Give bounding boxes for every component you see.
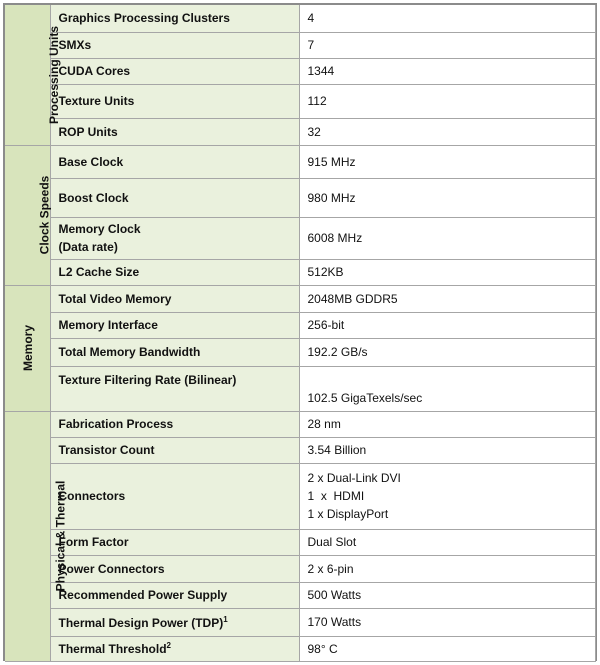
table-row	[5, 437, 595, 463]
connector-line: 1 x DisplayPort	[307, 507, 389, 521]
connector-line: 2 x Dual-Link DVI	[307, 471, 401, 485]
row-label: Graphics Processing Clusters	[50, 5, 299, 32]
row-value: 500 Watts	[299, 582, 595, 608]
table-row	[5, 411, 595, 437]
row-label: Boost Clock	[50, 178, 299, 217]
row-label	[50, 608, 299, 636]
section-label: Physical & Thermal	[53, 480, 68, 592]
section-clock-speeds	[5, 145, 50, 285]
row-label: Memory Interface	[50, 312, 299, 338]
table-row	[5, 608, 595, 636]
row-label: Connectors	[50, 463, 299, 529]
table-row	[5, 529, 595, 555]
row-label: CUDA Cores	[50, 58, 299, 84]
row-value: 256-bit	[299, 312, 595, 338]
table-row	[5, 145, 595, 178]
row-label: Form Factor	[50, 529, 299, 555]
gpu-spec-table	[5, 5, 596, 662]
row-value	[299, 463, 595, 529]
table-row	[5, 84, 595, 118]
spec-table-frame	[3, 3, 597, 661]
row-label-line: Memory Clock	[58, 222, 141, 236]
row-value: 1344	[299, 58, 595, 84]
row-value: 2 x 6-pin	[299, 555, 595, 582]
row-value: 980 MHz	[299, 178, 595, 217]
row-value: 32	[299, 118, 595, 145]
row-label: Base Clock	[50, 145, 299, 178]
row-label: Total Memory Bandwidth	[50, 338, 299, 366]
row-label-text: Thermal Threshold	[58, 642, 167, 656]
table-row	[5, 463, 595, 529]
row-value: 102.5 GigaTexels/sec	[299, 366, 595, 411]
section-label: Processing Units	[47, 25, 62, 124]
row-value: 3.54 Billion	[299, 437, 595, 463]
section-physical-thermal	[5, 411, 68, 661]
section-label: Memory	[21, 324, 36, 372]
table-row	[5, 366, 595, 411]
footnote-marker: 1	[223, 614, 228, 624]
table-row	[5, 58, 595, 84]
row-value: 112	[299, 84, 595, 118]
row-label: Fabrication Process	[50, 411, 299, 437]
row-label: Texture Units	[50, 84, 299, 118]
row-label: SMXs	[50, 32, 299, 58]
section-label: Clock Speeds	[37, 175, 52, 255]
row-value: 915 MHz	[299, 145, 595, 178]
row-value: 192.2 GB/s	[299, 338, 595, 366]
row-label: Power Connectors	[50, 555, 299, 582]
row-value: 98° C	[299, 636, 595, 661]
row-label-line: (Data rate)	[58, 240, 118, 254]
table-row	[5, 582, 595, 608]
row-value: 2048MB GDDR5	[299, 285, 595, 312]
row-label: Recommended Power Supply	[50, 582, 299, 608]
row-value: 170 Watts	[299, 608, 595, 636]
table-row	[5, 5, 595, 32]
row-value: Dual Slot	[299, 529, 595, 555]
row-label	[50, 636, 299, 661]
table-row	[5, 118, 595, 145]
row-label-text: Thermal Design Power (TDP)	[58, 615, 224, 630]
row-value: 7	[299, 32, 595, 58]
section-processing-units	[5, 5, 62, 145]
row-value: 512KB	[299, 259, 595, 285]
row-value: 6008 MHz	[299, 217, 595, 259]
table-row	[5, 178, 595, 217]
footnote-marker: 2	[166, 641, 171, 650]
row-label: ROP Units	[50, 118, 299, 145]
table-row	[5, 217, 595, 259]
table-row	[5, 636, 595, 661]
table-row	[5, 312, 595, 338]
table-row	[5, 259, 595, 285]
section-memory	[5, 285, 50, 411]
table-row	[5, 285, 595, 312]
row-label: Texture Filtering Rate (Bilinear)	[50, 366, 299, 411]
connector-line: 1 x HDMI	[307, 489, 365, 503]
table-row	[5, 32, 595, 58]
row-value: 4	[299, 5, 595, 32]
row-value: 28 nm	[299, 411, 595, 437]
table-row	[5, 338, 595, 366]
row-label: Transistor Count	[50, 437, 299, 463]
row-label: Total Video Memory	[50, 285, 299, 312]
table-row	[5, 555, 595, 582]
row-label: L2 Cache Size	[50, 259, 299, 285]
row-label	[50, 217, 299, 259]
